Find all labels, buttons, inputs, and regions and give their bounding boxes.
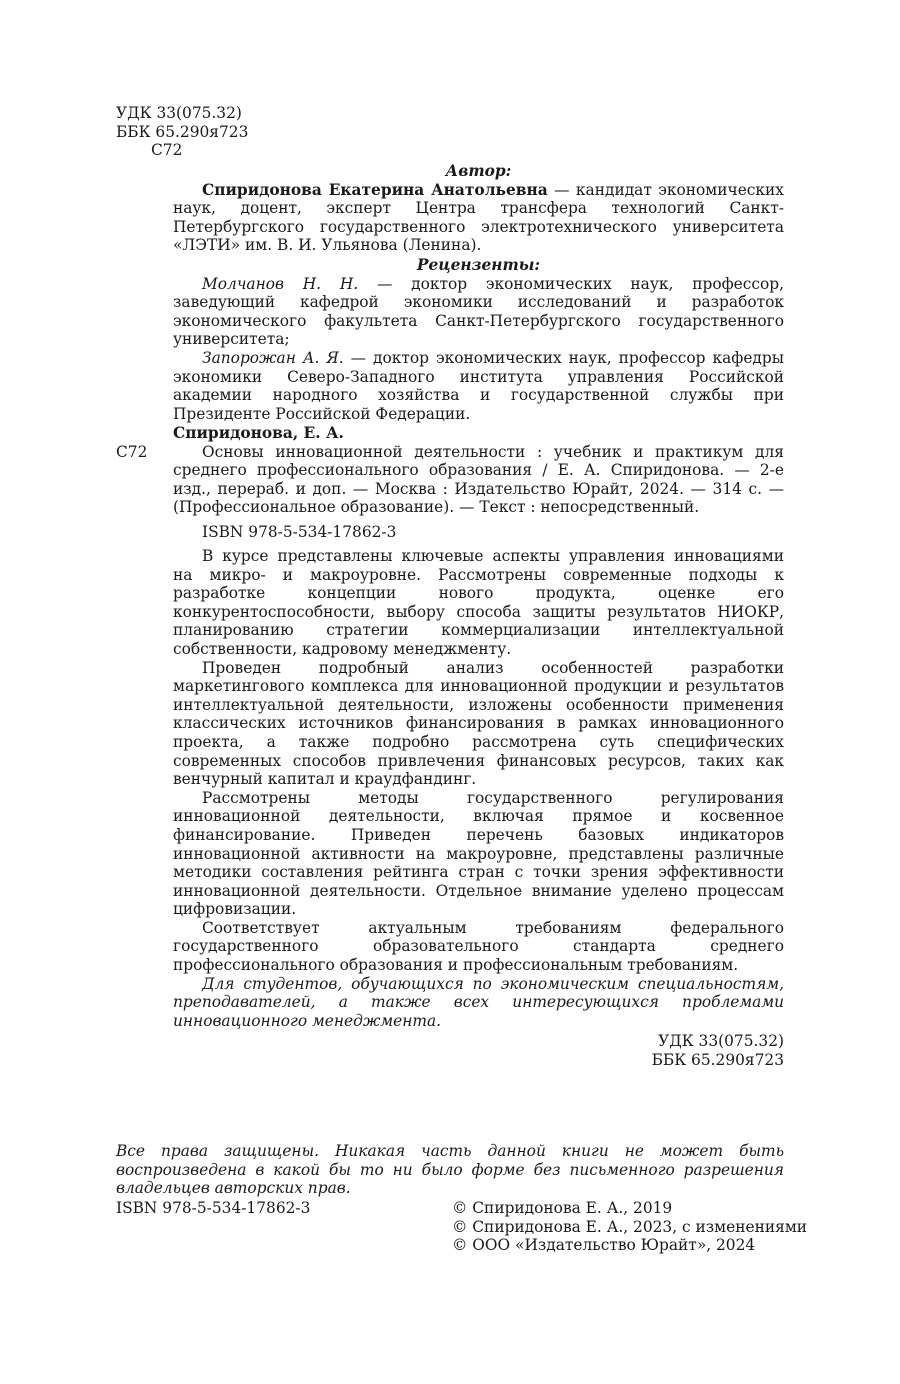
- catalog-author: Спиридонова, Е. А.: [173, 424, 344, 442]
- author-mark: С72: [151, 141, 183, 160]
- udk-code: УДК 33(075.32): [116, 104, 242, 122]
- reviewer-1-name: Молчанов Н. Н.: [202, 274, 359, 293]
- copyright-line: © Спиридонова Е. А., 2019: [452, 1199, 673, 1217]
- reviewers-heading: Рецензенты:: [416, 256, 541, 274]
- author-description: — кандидат экономических наук, доцент, эксперт Центра трансфера технологий Санкт-Петербургского государственного электротехнического университета «ЛЭТИ» им. В. И. Ульянова (Ленина).: [173, 180, 784, 255]
- abstract-section: [173, 547, 784, 1070]
- footer-bbk: ББК 65.290я723: [651, 1051, 784, 1070]
- abstract-paragraph: Рассмотрены методы государственного регулирования инновационной деятельности, включая прямое и косвенное финансирование. Приведен перечень базовых индикаторов инновационной активности на макроуровне, представлены различные методики составления рейтинга стран с точки зрения эффективности инновационной деятельности. Отдельное внимание уделено процессам цифровизации.: [173, 788, 784, 919]
- reviewer-2-description: — доктор экономических наук, профессор кафедры экономики Северо-Западного института управления Российской академии народного хозяйства и государственной службы при Президенте Российской Федерации.: [173, 348, 785, 423]
- bbk-code: ББК 65.290я723: [116, 122, 249, 141]
- abstract-paragraph: Проведен подробный анализ особенностей разработки маркетингового комплекса для инновационной продукции и результатов интеллектуальной деятельности, изложены особенности применения классических источников финансирования в рамках инновационного проекта, а также подробно рассмотрена суть специфических современных способов привлечения финансовых ресурсов, таких как венчурный капитал и краудфандинг.: [173, 658, 784, 789]
- reviewer-2: [173, 349, 784, 423]
- abstract-paragraph: В курсе представлены ключевые аспекты управления инновациями на микро- и макроуровне. Рассмотрены современные подходы к разработке концепции нового продукта, оценке его конкурентоспособности, выбору способа защиты результатов НИОКР, планированию стратегии коммерциализации интеллектуальной собственности, кадровому менеджменту.: [173, 547, 784, 658]
- catalog-description: Основы инновационной деятельности : учебник и практикум для среднего профессионального образования / Е. А. Спиридонова. — 2-е изд., перераб. и доп. — Москва : Издательство Юрайт, 2024. — 314 с. — (Профессиональное образование). — Текст : непосредственный.: [173, 442, 784, 517]
- author-section: [173, 162, 784, 255]
- copyright-line: © Спиридонова Е. А., 2023, с изменениями: [452, 1217, 808, 1236]
- reviewer-2-name: Запорожан А. Я.: [202, 348, 344, 367]
- author-heading: Автор:: [445, 162, 512, 180]
- bottom-isbn: ISBN 978-5-534-17862-3: [116, 1199, 311, 1217]
- reviewer-1: [173, 275, 784, 349]
- author-name: Спиридонова Екатерина Анатольевна: [202, 180, 548, 199]
- catalog-mark: С72: [116, 443, 148, 461]
- reviewers-section: [173, 256, 784, 423]
- author-paragraph: [173, 181, 784, 255]
- catalog-isbn: ISBN 978-5-534-17862-3: [202, 522, 397, 541]
- rights-notice: Все права защищены. Никакая часть данной книги не может быть воспроизведена в какой бы то ни было форме без письменного разрешения владельцев авторских прав.: [116, 1142, 784, 1198]
- header-codes: [116, 104, 248, 160]
- reviewer-1-description: — доктор экономических наук, профессор, заведующий кафедрой экономики исследований и разработок экономического факультета Санкт-Петербургского государственного университета;: [173, 274, 784, 349]
- footer-udk: УДК 33(075.32): [658, 1032, 784, 1051]
- catalog-section: [173, 424, 784, 542]
- copyright-line: © ООО «Издательство Юрайт», 2024: [452, 1236, 756, 1255]
- abstract-paragraph: Соответствует актуальным требованиям федерального государственного образовательного стандарта среднего профессионального образования и профессиональным требованиям.: [173, 918, 784, 975]
- copyright-list: [452, 1199, 807, 1255]
- audience-note: Для студентов, обучающихся по экономическим специальностям, преподавателей, а также всех интересующихся проблемами инновационного менеджмента.: [173, 974, 784, 1030]
